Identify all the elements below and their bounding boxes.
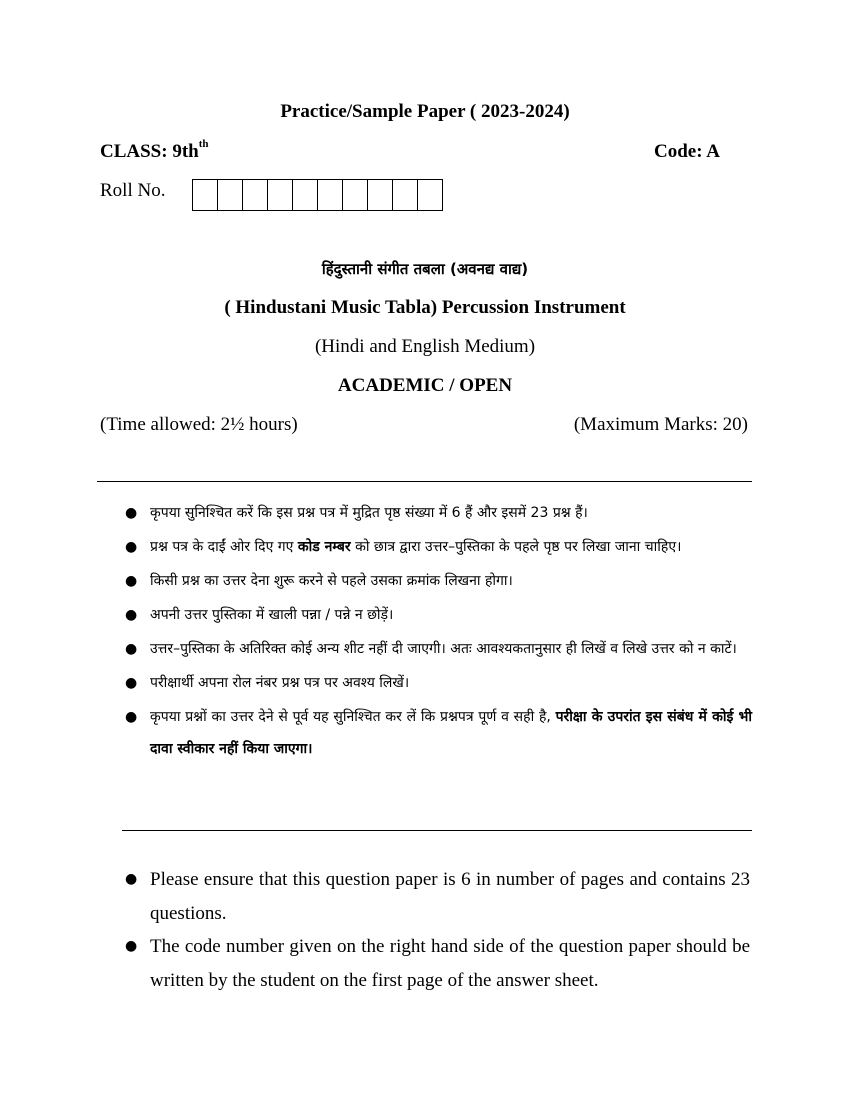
roll-number-box[interactable]	[318, 179, 343, 211]
hindi-instructions-list	[122, 497, 752, 767]
list-item: ● Please ensure that this question paper is 6 in number of pages and contains 23 questions.	[122, 863, 750, 930]
bullet-icon: ●	[125, 675, 138, 691]
list-item: ● किसी प्रश्न का उत्तर देना शुरू करने से पहले उसका क्रमांक लिखना होगा।	[122, 565, 752, 597]
divider-top	[97, 481, 752, 482]
medium-label: (Hindi and English Medium)	[314, 336, 536, 357]
roll-number-box[interactable]	[268, 179, 293, 211]
list-item: ● कृपया प्रश्नों का उत्तर देने से पूर्व यह सुनिश्चित कर लें कि प्रश्नपत्र पूर्ण व सही है, परीक्षा के उपरांत इस संबंध में कोई भी दावा स्वीकार नहीं किया जाएगा।	[122, 701, 752, 765]
time-marks-line	[100, 414, 748, 436]
class-superscript: th	[198, 138, 209, 150]
english-instructions-list	[122, 863, 750, 997]
list-item: ● कृपया सुनिश्चित करें कि इस प्रश्न पत्र में मुद्रित पृष्ठ संख्या में 6 हैं और इसमें 23 प्रश्न हैं।	[122, 497, 752, 529]
roll-number-box[interactable]	[243, 179, 268, 211]
subject-english-title: ( Hindustani Music Tabla) Percussion Instrument	[224, 297, 626, 318]
time-allowed: (Time allowed: 2½ hours)	[100, 414, 298, 435]
class-code-line	[100, 138, 720, 163]
roll-number-box[interactable]	[218, 179, 243, 211]
divider-bottom	[122, 830, 752, 831]
bullet-icon: ●	[125, 607, 138, 623]
stream-label: ACADEMIC / OPEN	[337, 375, 513, 396]
roll-number-box[interactable]	[368, 179, 393, 211]
claim-warning-emphasis: परीक्षा के उपरांत इस संबंध में कोई भी दावा स्वीकार नहीं किया जाएगा।	[150, 709, 752, 757]
paper-title: Practice/Sample Paper ( 2023-2024)	[280, 101, 570, 122]
roll-number-box[interactable]	[418, 179, 443, 211]
roll-number-boxes[interactable]	[192, 179, 443, 211]
bullet-icon: ●	[125, 938, 138, 954]
bullet-icon: ●	[125, 871, 138, 887]
roll-number-box[interactable]	[343, 179, 368, 211]
bullet-icon: ●	[125, 505, 138, 521]
bullet-icon: ●	[125, 709, 138, 725]
list-item: ● परीक्षार्थी अपना रोल नंबर प्रश्न पत्र पर अवश्य लिखें।	[122, 667, 752, 699]
bullet-icon: ●	[125, 641, 138, 657]
list-item: ● उत्तर–पुस्तिका के अतिरिक्त कोई अन्य शीट नहीं दी जाएगी। अतः आवश्यकतानुसार ही लिखें व लिखे उत्तर को न काटें।	[122, 633, 752, 665]
list-item: ● प्रश्न पत्र के दाईं ओर दिए गए कोड नम्बर को छात्र द्वारा उत्तर–पुस्तिका के पहले पृष्ठ पर लिखा जाना चाहिए।	[122, 531, 752, 563]
roll-number-box[interactable]	[393, 179, 418, 211]
bullet-icon: ●	[125, 539, 138, 555]
code-number-emphasis: कोड नम्बर	[297, 539, 351, 555]
roll-number-box[interactable]	[193, 179, 218, 211]
bullet-icon: ●	[125, 573, 138, 589]
subject-hindi-title: हिंदुस्तानी संगीत तबला (अवनद्य वाद्य)	[321, 260, 529, 278]
list-item: ● The code number given on the right hand side of the question paper should be written by the student on the first page of the answer sheet.	[122, 930, 750, 997]
roll-number-box[interactable]	[293, 179, 318, 211]
maximum-marks: (Maximum Marks: 20)	[573, 414, 748, 435]
list-item: ● अपनी उत्तर पुस्तिका में खाली पन्ना / पन्ने न छोड़ें।	[122, 599, 752, 631]
class-label: CLASS: $9th^{th}$	[100, 138, 209, 163]
paper-code: Code: A	[654, 141, 720, 162]
roll-label: Roll No.	[100, 180, 166, 201]
